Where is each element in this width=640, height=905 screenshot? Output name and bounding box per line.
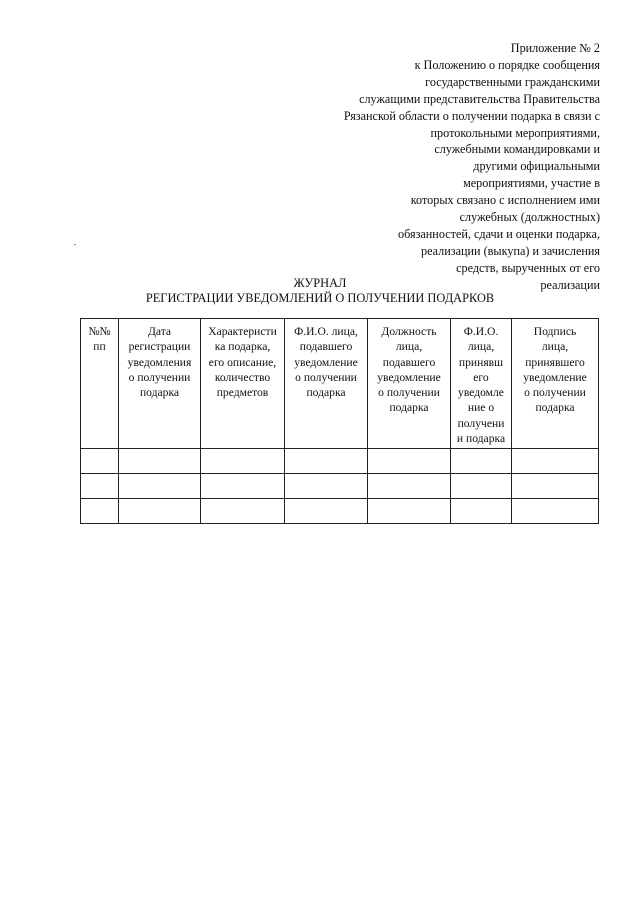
table-cell[interactable]: [119, 499, 201, 524]
column-header-line: подавшего: [382, 355, 436, 369]
column-header-line: уведомления: [127, 355, 192, 369]
column-header-line: уведомле: [458, 386, 504, 400]
column-header-line: подавшего: [299, 340, 353, 354]
column-header-line: количество: [214, 370, 271, 384]
journal-table: [80, 318, 599, 524]
column-header-2: [119, 319, 201, 449]
table-cell[interactable]: [451, 449, 512, 474]
column-header-line: лица,: [467, 340, 495, 354]
column-header-line: получени: [457, 416, 505, 430]
column-header-line: подарка: [306, 386, 346, 400]
table-cell[interactable]: [81, 474, 119, 499]
column-header-line: его: [473, 370, 489, 384]
column-header-line: его описание,: [208, 355, 277, 369]
appendix-line: которых связано с исполнением ими: [410, 193, 600, 208]
appendix-block: [300, 40, 600, 294]
appendix-line: Рязанской области о получении подарка в связи с: [343, 108, 600, 123]
table-cell[interactable]: [81, 449, 119, 474]
column-header-line: принявш: [458, 355, 504, 369]
table-cell[interactable]: [368, 499, 451, 524]
table-row: [81, 449, 599, 474]
appendix-line: служебными командировками и: [434, 142, 600, 157]
appendix-line: другими официальными: [473, 159, 600, 174]
column-header-line: уведомление: [377, 370, 441, 384]
column-header-line: предметов: [216, 386, 269, 400]
column-header-line: №№: [88, 325, 111, 338]
table-header-row: [81, 319, 599, 449]
column-header-line: о получении: [128, 370, 191, 384]
appendix-line: служебных (должностных): [459, 210, 600, 225]
column-header-line: пп: [93, 340, 106, 354]
column-header-line: Дата: [147, 325, 172, 338]
column-header-line: лица,: [395, 340, 423, 354]
scan-speck: [74, 244, 76, 245]
column-header-line: ка подарка,: [214, 340, 271, 354]
column-header-line: Ф.И.О.: [463, 325, 499, 338]
column-header-line: Должность: [381, 325, 437, 338]
column-header-line: и подарка: [456, 432, 506, 446]
table-cell[interactable]: [451, 474, 512, 499]
appendix-line: к Положению о порядке сообщения: [414, 57, 600, 72]
table-body: [81, 449, 599, 524]
appendix-line: обязанностей, сдачи и оценки подарка,: [397, 226, 600, 241]
table-cell[interactable]: [512, 474, 599, 499]
column-header-line: о получении: [295, 370, 357, 384]
column-header-line: Подпись: [533, 325, 577, 338]
column-header-line: регистрации: [128, 340, 191, 354]
appendix-line: служащими представительства Правительства: [359, 91, 600, 106]
table-row: [81, 499, 599, 524]
table-cell[interactable]: [201, 474, 285, 499]
column-header-line: подарка: [139, 386, 180, 400]
appendix-line: государственными гражданскими: [425, 74, 600, 89]
table-cell[interactable]: [512, 449, 599, 474]
table-cell[interactable]: [201, 499, 285, 524]
appendix-line: протокольными мероприятиями,: [430, 125, 600, 140]
column-header-1: [81, 319, 119, 449]
column-header-line: подарка: [535, 401, 575, 415]
table-cell[interactable]: [368, 474, 451, 499]
table-cell[interactable]: [285, 474, 368, 499]
appendix-line: мероприятиями, участие в: [463, 176, 600, 191]
column-header-line: уведомление: [523, 370, 587, 384]
column-header-line: о получении: [524, 386, 586, 400]
appendix-line: Приложение № 2: [510, 41, 600, 55]
column-header-line: Ф.И.О. лица,: [294, 325, 358, 338]
column-header-7: [512, 319, 599, 449]
title-line-journal: ЖУРНАЛ: [293, 276, 347, 290]
table-cell[interactable]: [368, 449, 451, 474]
column-header-4: [285, 319, 368, 449]
journal-title: [0, 276, 640, 306]
column-header-line: о получении: [378, 386, 440, 400]
table-row: [81, 474, 599, 499]
appendix-line: реализации: [540, 277, 600, 292]
column-header-6: [451, 319, 512, 449]
table-cell[interactable]: [119, 449, 201, 474]
table-cell[interactable]: [119, 474, 201, 499]
column-header-3: [201, 319, 285, 449]
appendix-line: средств, вырученных от его: [456, 260, 600, 275]
column-header-line: Характеристи: [208, 325, 277, 338]
table-cell[interactable]: [285, 449, 368, 474]
table-cell[interactable]: [201, 449, 285, 474]
appendix-line: реализации (выкупа) и зачисления: [421, 243, 600, 258]
column-header-line: ние о: [467, 401, 495, 415]
column-header-line: уведомление: [294, 355, 358, 369]
column-header-line: лица,: [541, 340, 569, 354]
table-cell[interactable]: [81, 499, 119, 524]
title-line-registration: РЕГИСТРАЦИИ УВЕДОМЛЕНИЙ О ПОЛУЧЕНИИ ПОДАРКОВ: [145, 291, 495, 305]
table-cell[interactable]: [451, 499, 512, 524]
column-header-line: принявшего: [525, 355, 585, 369]
table-cell[interactable]: [285, 499, 368, 524]
column-header-5: [368, 319, 451, 449]
column-header-line: подарка: [389, 401, 429, 415]
table-cell[interactable]: [512, 499, 599, 524]
